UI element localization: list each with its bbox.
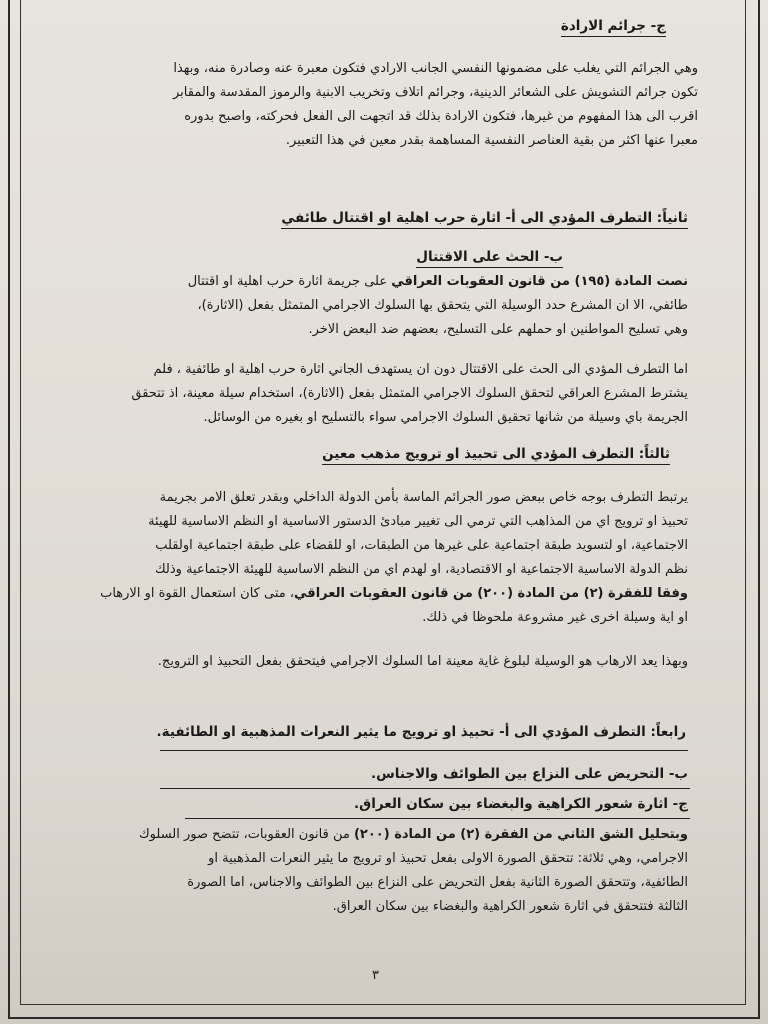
text-line: يشترط المشرع العراقي لتحقق السلوك الاجرامي المتمثل بفعل (الاثارة)، استخدام سيلة معينة، اذ تتحقق bbox=[131, 386, 688, 401]
text-line: الاجرامي، وهي ثلاثة: تتحقق الصورة الاولى بفعل تحبيذ او ترويج ما يثير النعرات المذهبية او bbox=[208, 851, 688, 866]
text-line: معبرا عنها اكثر من بقية العناصر النفسية المساهمة بقدر معين في هذا التعبير. bbox=[285, 133, 698, 148]
heading-third bbox=[322, 446, 670, 462]
text-line: الجريمة باي وسيلة من شانها تحقيق السلوك الاجرامي سواء بالتسليح او بغيره من الوسائل. bbox=[203, 410, 688, 425]
text-line: الاجتماعية، او لتسويد طبقة اجتماعية على غيرها من الطبقات، او للقضاء على طبقة اجتماعية اولقلب bbox=[155, 538, 688, 553]
heading-fourth bbox=[157, 724, 686, 740]
text-line: اقرب الى هذا المفهوم من غيرها، فتكون الارادة بذلك قد اتجهت الى الفعل فحركته، واصبح بدوره bbox=[184, 109, 698, 124]
paragraph-analysis bbox=[48, 823, 688, 919]
article-reference: وبتحليل الشق الثاني من الفقرة (٢) من المادة (٢٠٠) bbox=[353, 827, 688, 842]
article-reference: نصت المادة (١٩٥) من قانون العقوبات العراقي bbox=[391, 274, 688, 289]
text-span: ، متى كان استعمال القوة او الارهاب bbox=[100, 586, 295, 601]
text-line: تكون جرائم التشويش على الشعائر الدينية، وجرائم اتلاف وتخريب الابنية والرموز المقدسة والمقابر bbox=[172, 85, 698, 100]
heading-text: ج- اثارة شعور الكراهية والبغضاء بين سكان العراق. bbox=[354, 796, 688, 812]
heading-strife bbox=[371, 766, 688, 782]
text-line: الثالثة فتتحقق في اثارة شعور الكراهية والبغضاء بين سكان العراق. bbox=[332, 899, 688, 914]
heading-text: ج- جرائم الارادة bbox=[561, 18, 666, 37]
text-line: يرتبط التطرف بوجه خاص ببعض صور الجرائم الماسة بأمن الدولة الداخلي وبقدر تعلق الامر بجريمة bbox=[159, 490, 688, 505]
heading-text: ب- الحث على الاقتتال bbox=[416, 249, 563, 268]
underline-rule bbox=[160, 750, 688, 751]
text-span: على جريمة اثارة حرب اهلية او اقتتال bbox=[187, 274, 392, 289]
paragraph-incitement bbox=[63, 358, 688, 430]
text-line bbox=[58, 582, 688, 606]
text-line: اما التطرف المؤدي الى الحث على الاقتتال دون ان يستهدف الجاني اثارة حرب اهلية او طائفية ، فلم bbox=[153, 362, 688, 377]
text-line bbox=[58, 270, 688, 294]
paragraph-doctrine bbox=[58, 486, 688, 630]
text-line: تحبيذ او ترويج اي من المذاهب التي ترمي الى تغيير مبادئ الدستور الاساسية او النظم الاساسية للهيئة bbox=[148, 514, 688, 529]
text-span: من قانون العقوبات، تتضح صور السلوك bbox=[138, 827, 354, 842]
text-line: وبهذا يعد الارهاب هو الوسيلة لبلوغ غاية معينة اما السلوك الاجرامي فيتحقق بفعل التحبيذ او الترويج. bbox=[157, 654, 688, 669]
text-line: نظم الدولة الاساسية الاجتماعية او الاقتصادية، او لهدم اي من النظم الاساسية للهيئة الاجتماعية وذلك bbox=[154, 562, 688, 577]
text-line: وهي الجرائم التي يغلب على مضمونها النفسي الجانب الارادي فتكون معبرة عنه وصادرة منه، وبهذا bbox=[173, 61, 698, 76]
heading-second bbox=[281, 210, 688, 226]
page-number: ٣ bbox=[372, 968, 379, 983]
text-line: وهي تسليح المواطنين او حملهم على التسليح، بعضهم ضد البعض الاخر. bbox=[308, 322, 688, 337]
paragraph-article-195 bbox=[58, 270, 688, 342]
paragraph-terrorism bbox=[48, 650, 688, 674]
text-line bbox=[48, 823, 688, 847]
heading-incitement bbox=[416, 249, 563, 265]
text-line: او اية وسيلة اخرى غير مشروعة ملحوظا في ذلك. bbox=[422, 610, 688, 625]
heading-text: ثانياً: التطرف المؤدي الى أ- اثارة حرب اهلية او اقتتال طائفي bbox=[281, 210, 688, 229]
heading-text: رابعاً: التطرف المؤدي الى أ- تحبيذ او ترويج ما يثير النعرات المذهبية او الطائفية. bbox=[156, 724, 686, 740]
heading-text: ب- التحريض على النزاع بين الطوائف والاجناس. bbox=[371, 766, 688, 782]
text-line: طائفي، الا ان المشرع حدد الوسيلة التي يتحقق بها السلوك الاجرامي المتمثل بفعل (الاثارة)، bbox=[197, 298, 688, 313]
underline-rule bbox=[185, 818, 690, 819]
text-line: الطائفية، وتتحقق الصورة الثانية بفعل التحريض على النزاع بين الطوائف والاجناس، اما الصورة bbox=[187, 875, 688, 890]
paragraph-crimes-of-will bbox=[68, 57, 698, 153]
underline-rule bbox=[160, 788, 690, 789]
heading-crimes-of-will bbox=[561, 18, 666, 34]
heading-text: ثالثاً: التطرف المؤدي الى تحبيذ او ترويج مذهب معين bbox=[322, 446, 670, 465]
heading-hatred bbox=[354, 796, 688, 812]
article-reference: وفقا للفقرة (٢) من المادة (٢٠٠) من قانون العقوبات العراقي bbox=[294, 586, 688, 601]
